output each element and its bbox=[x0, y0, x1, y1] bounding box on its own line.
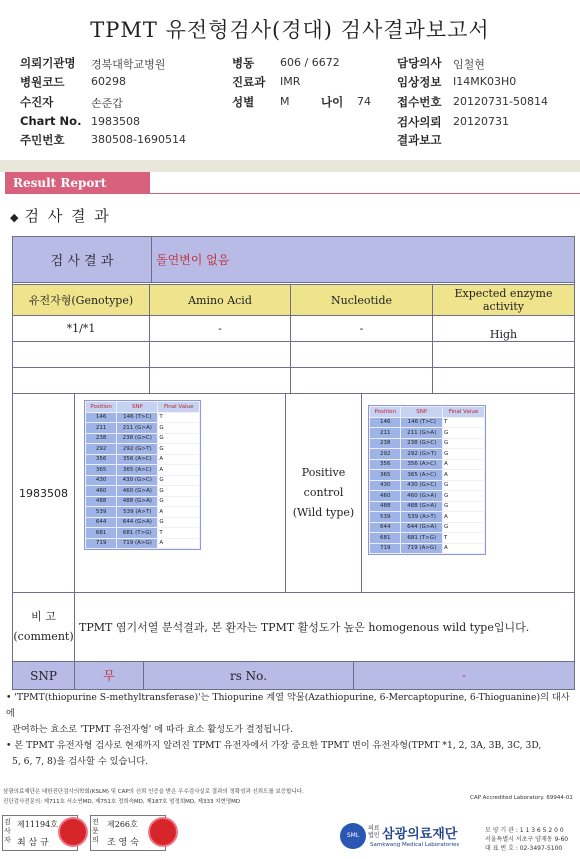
final-value-cell: A bbox=[158, 507, 200, 518]
sml-logo-icon: SML bbox=[340, 823, 366, 849]
dept-value: IMR bbox=[280, 75, 301, 88]
position-cell: 146 bbox=[370, 417, 401, 428]
final-value-cell: A bbox=[443, 470, 485, 481]
final-value-cell: G bbox=[158, 517, 200, 528]
notes bbox=[6, 690, 576, 770]
final-value-cell: G bbox=[443, 428, 485, 439]
result-report-badge: Result Report bbox=[5, 172, 150, 194]
position-cell: 211 bbox=[86, 423, 117, 434]
doctor-value: 임철현 bbox=[453, 58, 485, 71]
snp-cell: 365 (A>C) bbox=[117, 465, 158, 476]
logo-small-text: 의료법인 bbox=[368, 825, 380, 839]
snp-cell: 211 (G>A) bbox=[401, 428, 443, 439]
genotype-header: 유전자형(Genotype) bbox=[12, 284, 150, 316]
final-value-cell: G bbox=[443, 449, 485, 460]
empty-cell bbox=[149, 367, 291, 394]
final-value-cell: A bbox=[443, 543, 485, 554]
snp-cell: 644 (G>A) bbox=[117, 517, 158, 528]
snp-cell: 146 (T>C) bbox=[117, 412, 158, 423]
snp-row bbox=[370, 459, 485, 470]
nucleotide-header: Nucleotide bbox=[290, 284, 433, 316]
snp-row bbox=[370, 449, 485, 460]
empty-cell bbox=[290, 341, 433, 368]
snp-row bbox=[86, 444, 200, 455]
snp-cell: 460 (G>A) bbox=[117, 486, 158, 497]
snp-cell: 292 (G>T) bbox=[401, 449, 443, 460]
empty-cell bbox=[12, 341, 150, 368]
id-value: 380508-1690514 bbox=[91, 133, 186, 146]
final-value-cell: A bbox=[443, 459, 485, 470]
clinical-value: I14MK03H0 bbox=[453, 75, 517, 88]
snp-cell: 356 (A>C) bbox=[401, 459, 443, 470]
footer-specialists: 진단검사전문의: 제711호 서소연MD, 제751호 정희숙MD, 제187호 엄정희MD, 제333 지현영MD bbox=[3, 799, 241, 805]
snp-cell: 211 (G>A) bbox=[117, 423, 158, 434]
tester-name: 최 삼 규 bbox=[17, 838, 49, 848]
rs-value-cell: - bbox=[353, 661, 575, 690]
contact-info bbox=[485, 826, 568, 853]
dept-label: 진료과 bbox=[232, 75, 266, 89]
tester-side: 검사자 bbox=[4, 818, 11, 844]
position-cell: 365 bbox=[86, 465, 117, 476]
snp-row bbox=[370, 543, 485, 554]
snp-row bbox=[86, 496, 200, 507]
final-value-cell: T bbox=[443, 417, 485, 428]
patient-info bbox=[20, 55, 575, 150]
sex-label: 성별 bbox=[232, 95, 255, 109]
note-line: • 본 TPMT 유전자형 검사로 현재까지 알려진 TPMT 유전자에서 가장 중요한 TPMT 변이 유전자형(TPMT *1, 2, 3A, 3B, 3C, 3D, bbox=[6, 740, 542, 751]
final-value-cell: G bbox=[443, 480, 485, 491]
position-cell: 356 bbox=[86, 454, 117, 465]
snp-col-header: Final Value bbox=[443, 407, 485, 418]
snp-row bbox=[370, 522, 485, 533]
snp-col-header: Position bbox=[370, 407, 401, 418]
snp-row bbox=[86, 454, 200, 465]
logo-name: 삼광의료재단 bbox=[382, 827, 458, 842]
specialist-name: 조 영 숙 bbox=[107, 838, 139, 848]
final-value-cell: G bbox=[158, 444, 200, 455]
chart-label: Chart No. bbox=[20, 114, 82, 128]
final-value-cell: G bbox=[158, 423, 200, 434]
comment-label-cell: 비 고 (comment) bbox=[12, 592, 75, 662]
rs-label-cell: rs No. bbox=[143, 661, 354, 690]
position-cell: 430 bbox=[86, 475, 117, 486]
snp-value-cell: 무 bbox=[74, 661, 144, 690]
snp-row bbox=[86, 486, 200, 497]
report-title: TPMT 유전형검사(경대) 검사결과보고서 bbox=[90, 18, 490, 42]
snp-row bbox=[370, 417, 485, 428]
snp-row bbox=[86, 475, 200, 486]
nucleotide-cell: - bbox=[290, 315, 433, 342]
snp-cell: 238 (G>C) bbox=[401, 438, 443, 449]
final-value-cell: T bbox=[443, 533, 485, 544]
position-cell: 238 bbox=[370, 438, 401, 449]
position-cell: 292 bbox=[86, 444, 117, 455]
position-cell: 430 bbox=[370, 480, 401, 491]
snp-cell: 719 (A>G) bbox=[117, 538, 158, 549]
snp-row bbox=[86, 433, 200, 444]
position-cell: 539 bbox=[370, 512, 401, 523]
position-cell: 539 bbox=[86, 507, 117, 518]
note-line: • 'TPMT(thiopurine S-methyltransferase)'는 Thiopurine 계열 약물(Azathiopurine, 6-Mercaptopurine, 6-Thioguanine)의 대사에 bbox=[6, 692, 570, 719]
snp-cell: 488 (G>A) bbox=[117, 496, 158, 507]
position-cell: 681 bbox=[370, 533, 401, 544]
position-cell: 488 bbox=[86, 496, 117, 507]
position-cell: 211 bbox=[370, 428, 401, 439]
contact-line: 대 표 번 호 : 02-3497-5100 bbox=[485, 845, 563, 852]
header-divider bbox=[0, 160, 580, 172]
position-cell: 644 bbox=[370, 522, 401, 533]
snp-cell: 146 (T>C) bbox=[401, 417, 443, 428]
age-label: 나이 bbox=[321, 95, 344, 109]
report-label: 결과보고 bbox=[397, 133, 442, 147]
amino-acid-cell: - bbox=[149, 315, 291, 342]
sample-snp-table bbox=[84, 400, 201, 550]
snp-row bbox=[370, 501, 485, 512]
final-value-cell: G bbox=[443, 501, 485, 512]
final-value-cell: T bbox=[158, 412, 200, 423]
specialist-side: 전문의 bbox=[92, 818, 99, 844]
snp-row bbox=[86, 538, 200, 549]
section-heading bbox=[10, 205, 111, 226]
cap-accreditation: CAP Accredited Laboratory. 69944-01 bbox=[470, 795, 573, 801]
position-cell: 365 bbox=[370, 470, 401, 481]
final-value-cell: A bbox=[158, 454, 200, 465]
snp-cell: 356 (A>C) bbox=[117, 454, 158, 465]
sex-value: M bbox=[280, 95, 290, 108]
snp-row bbox=[370, 480, 485, 491]
receipt-label: 접수번호 bbox=[397, 95, 442, 109]
final-value-cell: G bbox=[443, 438, 485, 449]
position-cell: 681 bbox=[86, 528, 117, 539]
result-label-cell: 검 사 결 과 bbox=[12, 236, 152, 283]
snp-row bbox=[370, 491, 485, 502]
snp-col-header: SNP bbox=[401, 407, 443, 418]
snp-cell: 430 (G>C) bbox=[401, 480, 443, 491]
snp-cell: 681 (T>G) bbox=[401, 533, 443, 544]
empty-cell bbox=[290, 367, 433, 394]
position-cell: 719 bbox=[86, 538, 117, 549]
snp-row bbox=[370, 470, 485, 481]
code-value: 60298 bbox=[91, 75, 126, 88]
comment-cell: TPMT 염기서열 분석결과, 본 환자는 TPMT 활성도가 높은 homogenous wild type입니다. bbox=[74, 592, 575, 662]
company-logo bbox=[340, 823, 480, 853]
position-cell: 488 bbox=[370, 501, 401, 512]
snp-row bbox=[86, 528, 200, 539]
snp-row bbox=[86, 423, 200, 434]
position-cell: 238 bbox=[86, 433, 117, 444]
final-value-cell: G bbox=[158, 433, 200, 444]
empty-cell bbox=[149, 341, 291, 368]
snp-row bbox=[86, 465, 200, 476]
org-label: 의뢰기관명 bbox=[20, 56, 76, 70]
clinical-label: 임상정보 bbox=[397, 75, 442, 89]
snp-col-header: SNP bbox=[117, 402, 158, 413]
snp-cell: 539 (A>T) bbox=[401, 512, 443, 523]
result-value-cell: 돌연변이 없음 bbox=[151, 236, 575, 283]
snp-row bbox=[86, 412, 200, 423]
contact-line: 서울특별시 서초구 양재동 9-60 bbox=[485, 836, 569, 843]
snp-cell: 488 (G>A) bbox=[401, 501, 443, 512]
section-title: 검 사 결 과 bbox=[24, 207, 111, 225]
red-seal-icon bbox=[148, 817, 178, 847]
snp-cell: 681 (T>G) bbox=[117, 528, 158, 539]
age-value: 74 bbox=[357, 95, 371, 108]
snp-cell: 719 (A>G) bbox=[401, 543, 443, 554]
request-label: 검사의뢰 bbox=[397, 115, 442, 129]
snp-cell: 460 (G>A) bbox=[401, 491, 443, 502]
contact-line: 모 양 기 관 : 1 1 3 6 5 2 0 0 bbox=[485, 827, 564, 834]
snp-row bbox=[370, 512, 485, 523]
code-label: 병원코드 bbox=[20, 75, 65, 89]
final-value-cell: G bbox=[443, 522, 485, 533]
final-value-cell: G bbox=[443, 491, 485, 502]
position-cell: 460 bbox=[370, 491, 401, 502]
snp-cell: 539 (A>T) bbox=[117, 507, 158, 518]
position-cell: 719 bbox=[370, 543, 401, 554]
specialist-number: 제266호 bbox=[107, 820, 138, 829]
chart-value: 1983508 bbox=[91, 115, 140, 128]
snp-cell: 238 (G>C) bbox=[117, 433, 158, 444]
patient-label: 수진자 bbox=[20, 95, 54, 109]
org-value: 경북대학교병원 bbox=[91, 58, 166, 71]
final-value-cell: G bbox=[158, 496, 200, 507]
control-snp-table bbox=[368, 405, 486, 555]
red-seal-icon bbox=[58, 817, 88, 847]
sample-id-cell: 1983508 bbox=[12, 393, 75, 593]
control-label-cell: Positive control (Wild type) bbox=[285, 393, 362, 593]
snp-cell: 644 (G>A) bbox=[401, 522, 443, 533]
snp-row bbox=[370, 428, 485, 439]
final-value-cell: A bbox=[443, 512, 485, 523]
note-line: 관여하는 효소로 'TPMT 유전자형' 에 따라 효소 활성도가 결정됩니다. bbox=[12, 724, 294, 735]
tester-number: 제11194호 bbox=[17, 820, 58, 829]
snp-col-header: Final Value bbox=[158, 402, 200, 413]
final-value-cell: A bbox=[158, 465, 200, 476]
patient-value: 손준갑 bbox=[91, 97, 123, 110]
snp-cell: 292 (G>T) bbox=[117, 444, 158, 455]
empty-cell bbox=[432, 367, 575, 394]
empty-cell bbox=[12, 367, 150, 394]
diamond-icon: ◆ bbox=[10, 211, 21, 224]
snp-row bbox=[86, 507, 200, 518]
position-cell: 292 bbox=[370, 449, 401, 460]
doctor-label: 담당의사 bbox=[397, 56, 442, 70]
snp-cell: 430 (G>C) bbox=[117, 475, 158, 486]
snp-row bbox=[370, 438, 485, 449]
final-value-cell: T bbox=[158, 528, 200, 539]
snp-col-header: Position bbox=[86, 402, 117, 413]
badge-rule bbox=[150, 193, 580, 194]
footer-certification: 삼광의료재단은 대한진단검사의학회(KSLM) 및 CAP의 신뢰 인증을 받은 우수검사실로 결과의 정확성과 신뢰도를 보증합니다. bbox=[3, 789, 304, 795]
final-value-cell: A bbox=[158, 538, 200, 549]
snp-label-cell: SNP bbox=[12, 661, 75, 690]
final-value-cell: G bbox=[158, 486, 200, 497]
enzyme-activity-cell: High bbox=[432, 315, 575, 342]
request-value: 20120731 bbox=[453, 115, 509, 128]
position-cell: 146 bbox=[86, 412, 117, 423]
note-line: 5, 6, 7, 8)을 검사할 수 있습니다. bbox=[12, 756, 149, 767]
id-label: 주민번호 bbox=[20, 133, 65, 147]
enzyme-activity-header: Expected enzyme activity bbox=[432, 284, 575, 316]
ward-label: 병동 bbox=[232, 56, 255, 70]
ward-value: 606 / 6672 bbox=[280, 56, 340, 69]
logo-english: Samkwang Medical Laboratories bbox=[370, 842, 460, 848]
position-cell: 356 bbox=[370, 459, 401, 470]
snp-cell: 365 (A>C) bbox=[401, 470, 443, 481]
snp-row bbox=[86, 517, 200, 528]
genotype-cell: *1/*1 bbox=[12, 315, 150, 342]
amino-acid-header: Amino Acid bbox=[149, 284, 291, 316]
position-cell: 460 bbox=[86, 486, 117, 497]
empty-cell bbox=[432, 341, 575, 368]
position-cell: 644 bbox=[86, 517, 117, 528]
receipt-value: 20120731-50814 bbox=[453, 95, 548, 108]
snp-row bbox=[370, 533, 485, 544]
final-value-cell: G bbox=[158, 475, 200, 486]
